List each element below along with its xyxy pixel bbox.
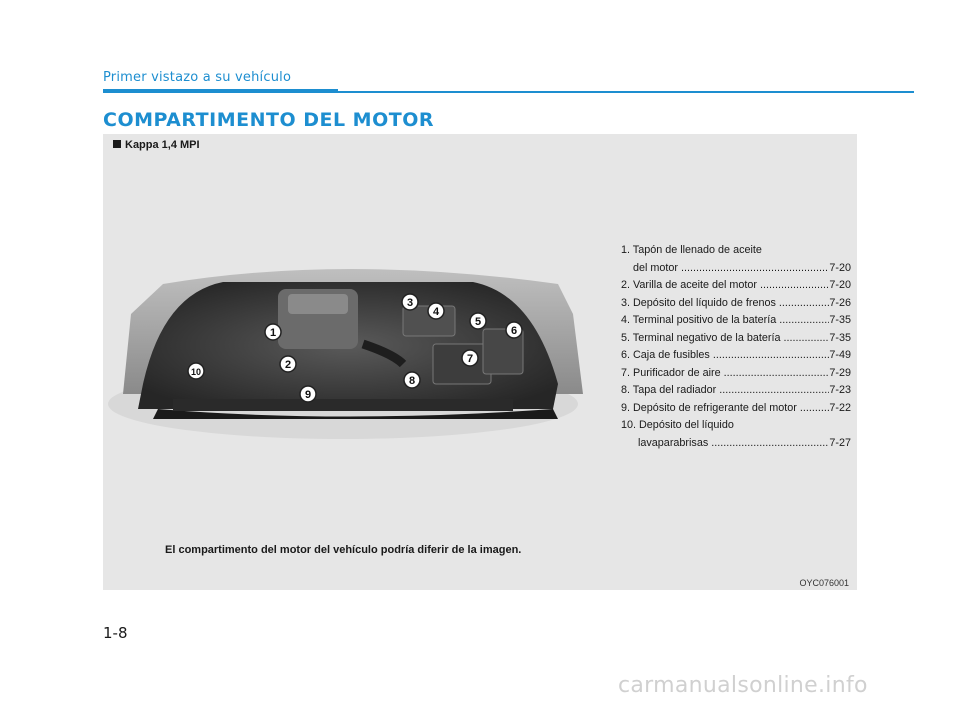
callout-5 xyxy=(470,313,486,329)
callout-6 xyxy=(506,322,522,338)
header-rule xyxy=(338,91,914,93)
svg-text:5: 5 xyxy=(474,316,482,328)
legend-page: 7-20 xyxy=(829,279,851,291)
legend-page: 7-26 xyxy=(829,296,851,309)
image-disclaimer: El compartimento del motor del vehículo podría diferir de la imagen. xyxy=(165,544,522,556)
legend-label: 5. Terminal negativo de la batería ..... xyxy=(621,330,829,348)
figure-code: OYC076001 xyxy=(799,578,849,588)
legend-page: 7-27 xyxy=(829,436,851,449)
callout-7 xyxy=(462,350,478,366)
callout-4 xyxy=(428,303,444,319)
legend-page: 7-35 xyxy=(829,331,851,344)
legend-item xyxy=(621,382,851,400)
legend-page: 7-20 xyxy=(829,261,851,274)
svg-text:1: 1 xyxy=(269,327,277,339)
legend-page: 7-29 xyxy=(829,366,851,379)
callout-9 xyxy=(300,386,316,402)
legend-page: 7-49 xyxy=(829,349,851,361)
svg-text:4: 4 xyxy=(432,306,440,318)
callout-3 xyxy=(402,294,418,310)
legend-item xyxy=(621,330,851,348)
legend-item xyxy=(621,365,851,383)
legend-item xyxy=(621,242,851,260)
legend-label: 2. Varilla de aceite del motor ..... xyxy=(621,277,829,295)
legend-item xyxy=(621,277,851,295)
legend-item xyxy=(621,400,851,418)
header-rule-accent xyxy=(103,89,338,93)
component-legend xyxy=(621,242,851,452)
svg-text:2: 2 xyxy=(284,359,292,371)
legend-label: lavaparabrisas ..... xyxy=(621,435,829,453)
engine-cover xyxy=(288,294,348,314)
radiator-support xyxy=(173,399,513,411)
callout-10 xyxy=(188,363,204,379)
callout-8 xyxy=(404,372,420,388)
page-number: 1-8 xyxy=(103,624,128,642)
legend-page: 7-35 xyxy=(829,314,851,326)
svg-text:6: 6 xyxy=(510,325,518,337)
legend-page: 7-23 xyxy=(829,384,851,396)
svg-text:8: 8 xyxy=(408,375,416,387)
page-title: COMPARTIMENTO DEL MOTOR xyxy=(103,109,434,131)
square-bullet-icon xyxy=(113,140,121,148)
legend-label: 1. Tapón de llenado de aceite xyxy=(621,244,762,256)
watermark: carmanualsonline.info xyxy=(618,673,868,698)
legend-item xyxy=(621,347,851,365)
section-header: Primer vistazo a su vehículo xyxy=(103,70,292,85)
legend-label: 3. Depósito del líquido de frenos ..... xyxy=(621,295,829,313)
legend-item xyxy=(621,312,851,330)
engine-variant-label xyxy=(113,139,200,151)
engine-compartment-illustration xyxy=(103,234,588,554)
figure-panel xyxy=(103,134,857,590)
legend-item xyxy=(621,417,851,435)
engine-variant-text: Kappa 1,4 MPI xyxy=(125,139,200,151)
svg-text:10: 10 xyxy=(190,367,202,377)
legend-page: 7-22 xyxy=(829,401,851,414)
legend-label: 7. Purificador de aire ..... xyxy=(621,365,829,383)
legend-item xyxy=(621,295,851,313)
legend-item xyxy=(621,435,851,453)
callout-2 xyxy=(280,356,296,372)
legend-label: del motor ..... xyxy=(621,260,829,278)
air-filter-box xyxy=(433,344,491,384)
legend-label: 6. Caja de fusibles ..... xyxy=(621,347,829,365)
legend-label: 4. Terminal positivo de la batería ..... xyxy=(621,312,829,330)
legend-item xyxy=(621,260,851,278)
svg-text:3: 3 xyxy=(406,297,414,309)
legend-label: 10. Depósito del líquido xyxy=(621,419,734,431)
svg-text:9: 9 xyxy=(304,389,312,401)
legend-label: 9. Depósito de refrigerante del motor ..... xyxy=(621,400,829,418)
svg-text:7: 7 xyxy=(466,353,474,365)
callout-1 xyxy=(265,324,281,340)
legend-label: 8. Tapa del radiador ..... xyxy=(621,382,829,400)
